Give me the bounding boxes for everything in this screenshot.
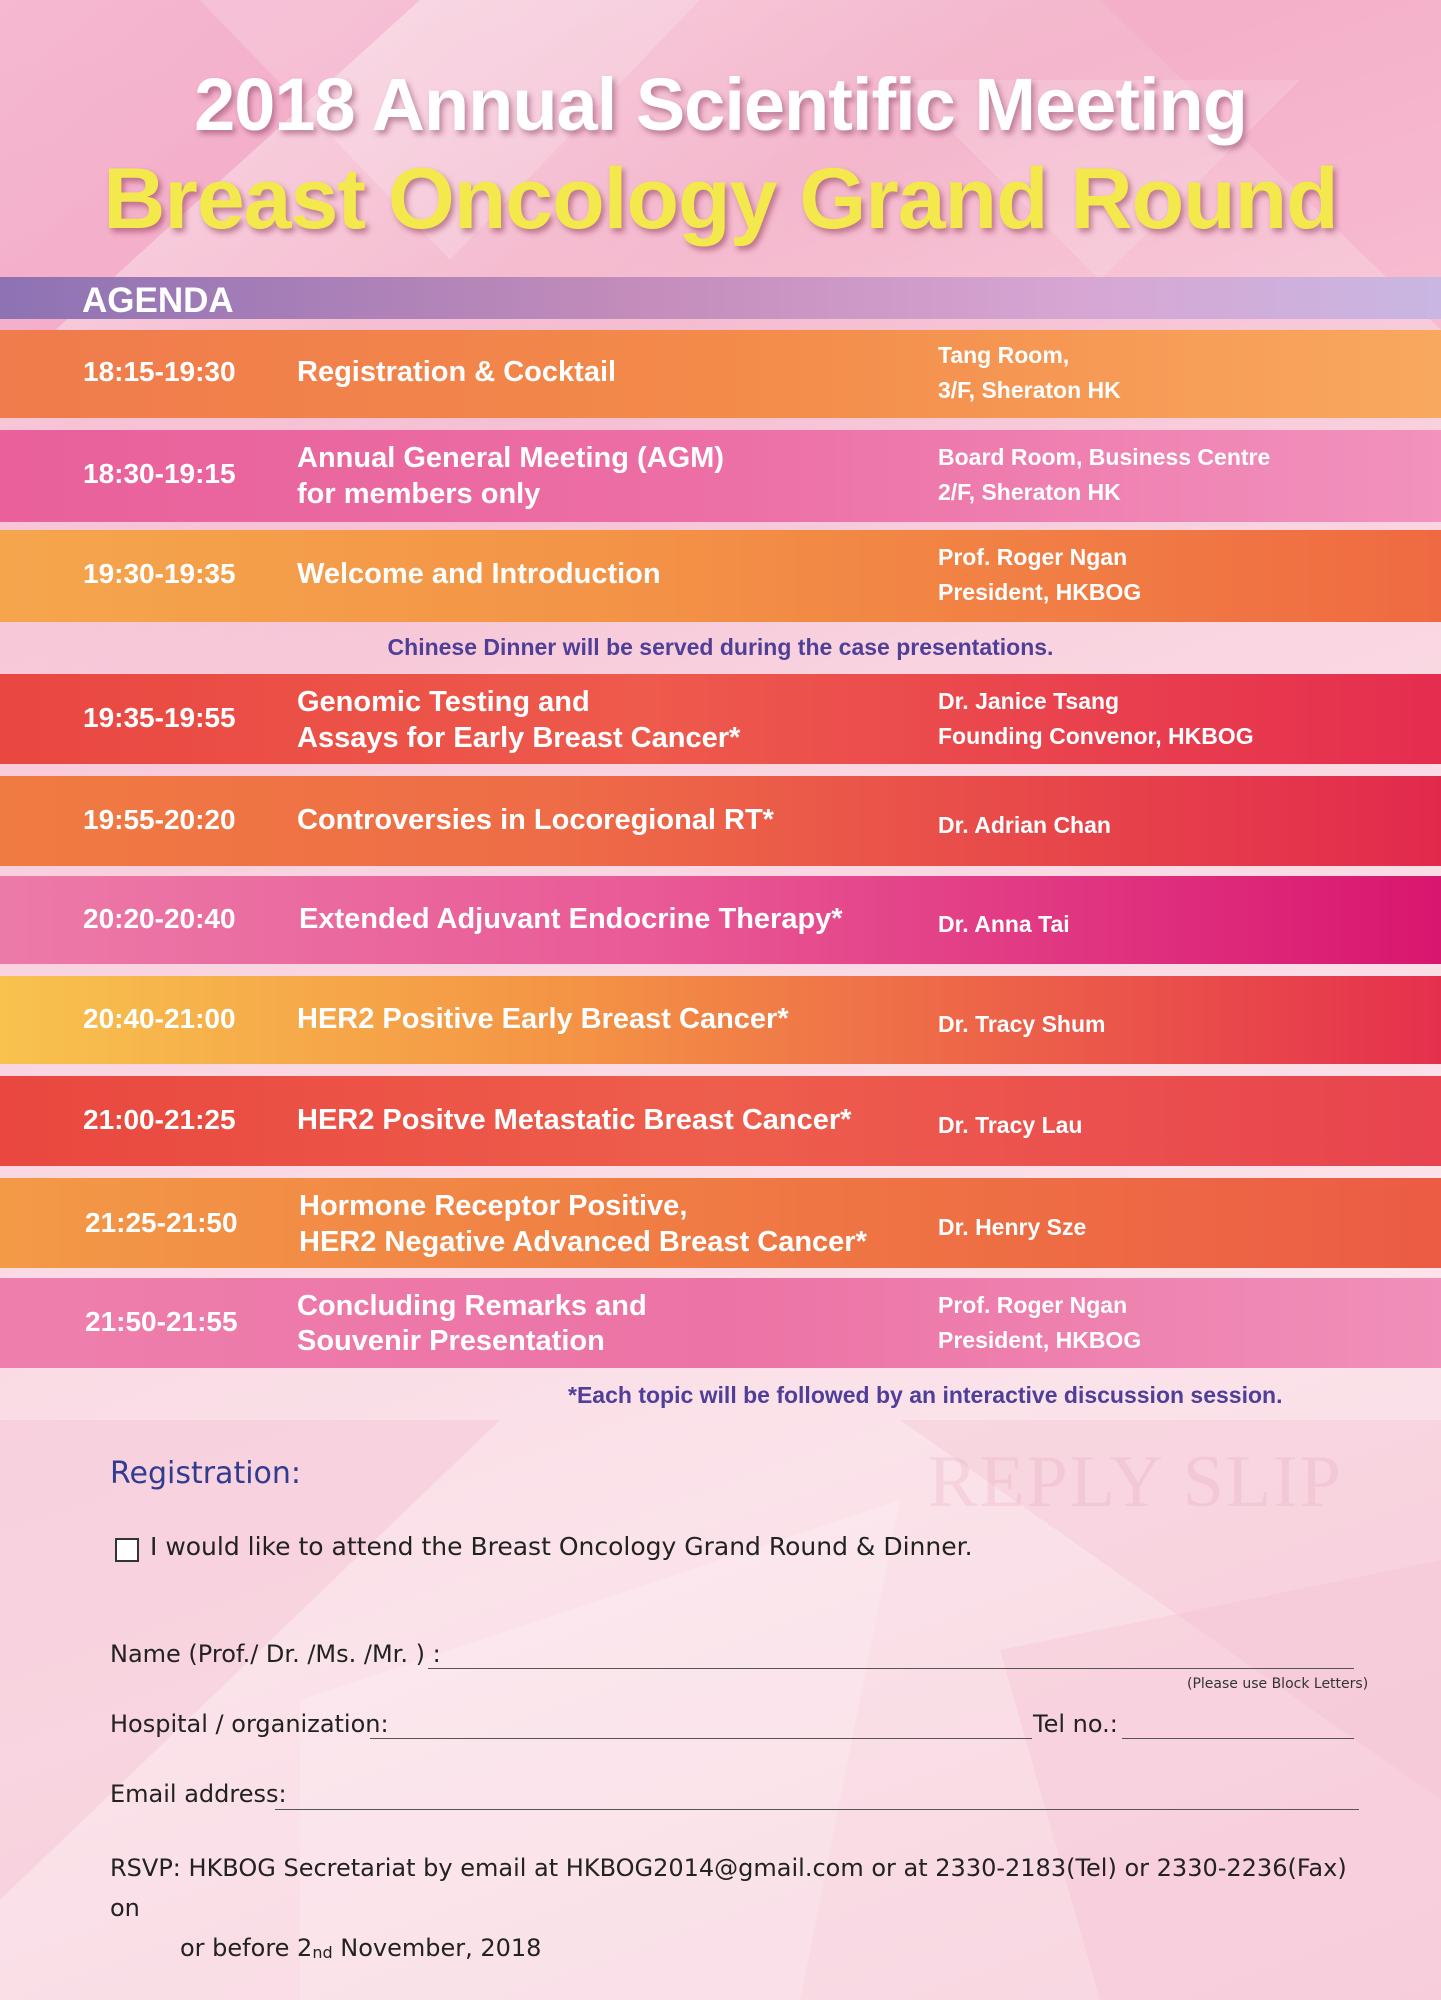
row-venue-line1: Prof. Roger Ngan [938,544,1128,570]
row-topic-line2: Assays for Early Breast Cancer* [297,722,741,754]
hospital-label: Hospital / organization: [110,1710,389,1738]
block-letters-note: (Please use Block Letters) [1187,1676,1369,1692]
agenda-row [0,976,1441,1064]
agenda-row [0,1178,1441,1268]
attend-checkbox[interactable] [115,1538,139,1562]
row-venue: Dr. Anna Tai [938,911,1070,937]
reply-slip-watermark: REPLY SLIP [928,1441,1343,1523]
row-venue-line2: President, HKBOG [938,579,1142,605]
row-venue-line2: President, HKBOG [938,1327,1142,1353]
rsvp-line2-sup: nd [312,1943,333,1962]
attend-checkbox-label: I would like to attend the Breast Oncology Grand Round & Dinner. [150,1532,973,1561]
row-venue-line1: Tang Room, [938,342,1070,368]
title-grand-round: Breast Oncology Grand Round [103,151,1338,247]
agenda-label: AGENDA [82,281,234,320]
row-time: 18:15-19:30 [83,356,236,387]
rsvp-line1: RSVP: HKBOG Secretariat by email at HKBOG2014@gmail.com or at 2330-2183(Tel) or 2330-2236(Fax) on [110,1854,1347,1922]
row-venue-line2: Founding Convenor, HKBOG [938,723,1254,749]
row-topic: Welcome and Introduction [297,558,661,590]
row-venue-line1: Prof. Roger Ngan [938,1292,1128,1318]
row-venue-line2: 2/F, Sheraton HK [938,479,1121,505]
row-topic: Registration & Cocktail [297,356,617,388]
agenda-row [0,1278,1441,1368]
row-time: 21:50-21:55 [85,1306,238,1337]
row-time: 18:30-19:15 [83,458,236,489]
agenda-row [0,430,1441,522]
title-year-meeting: 2018 Annual Scientific Meeting [194,63,1247,146]
row-topic-line1: Concluding Remarks and [297,1290,647,1322]
reply-slip-form [0,1420,1441,2000]
row-time: 20:20-20:40 [83,903,236,934]
row-time: 19:30-19:35 [83,558,236,589]
row-venue: Dr. Henry Sze [938,1214,1087,1240]
rsvp-text [110,1848,1350,1973]
row-time: 21:25-21:50 [85,1207,238,1238]
row-venue-line1: Board Room, Business Centre [938,444,1271,470]
rsvp-line2-a: or before 2 [180,1934,313,1962]
agenda-header-bar [0,277,1441,319]
row-venue: Dr. Tracy Shum [938,1011,1106,1037]
row-venue: Dr. Tracy Lau [938,1112,1083,1138]
email-field[interactable] [275,1809,1359,1810]
row-topic: Extended Adjuvant Endocrine Therapy* [299,903,843,935]
agenda-row [0,330,1441,418]
row-venue: Dr. Adrian Chan [938,812,1111,838]
row-time: 19:35-19:55 [83,702,236,733]
row-topic-line2: HER2 Negative Advanced Breast Cancer* [299,1226,867,1258]
row-topic-line1: Hormone Receptor Positive, [299,1190,688,1222]
registration-title: Registration: [110,1456,302,1491]
row-time: 20:40-21:00 [83,1003,236,1034]
row-time: 19:55-20:20 [83,804,236,835]
agenda-row [0,876,1441,964]
row-venue-line1: Dr. Janice Tsang [938,688,1120,714]
name-label: Name (Prof./ Dr. /Ms. /Mr. ) : [110,1640,441,1668]
rsvp-line2 [110,1928,1350,1973]
dinner-note: Chinese Dinner will be served during the case presentations. [387,634,1054,660]
agenda-row [0,776,1441,866]
agenda-row [0,530,1441,622]
email-label: Email address: [110,1780,287,1808]
rsvp-line2-b: November, 2018 [332,1934,542,1962]
row-topic: HER2 Positve Metastatic Breast Cancer* [297,1104,852,1136]
discussion-note: *Each topic will be followed by an interactive discussion session. [568,1382,1283,1408]
tel-label: Tel no.: [1033,1710,1118,1738]
row-topic-line2: Souvenir Presentation [297,1325,605,1357]
name-field[interactable] [428,1668,1354,1669]
row-topic-line1: Annual General Meeting (AGM) [297,442,724,474]
row-topic-line2: for members only [297,478,541,510]
agenda-row [0,674,1441,764]
row-topic-line1: Genomic Testing and [297,686,590,718]
row-topic: HER2 Positive Early Breast Cancer* [297,1003,789,1035]
hospital-field[interactable] [370,1738,1032,1739]
row-venue-line2: 3/F, Sheraton HK [938,377,1121,403]
row-topic: Controversies in Locoregional RT* [297,804,774,836]
agenda-row [0,1076,1441,1166]
tel-field[interactable] [1122,1738,1354,1739]
row-time: 21:00-21:25 [83,1104,236,1135]
